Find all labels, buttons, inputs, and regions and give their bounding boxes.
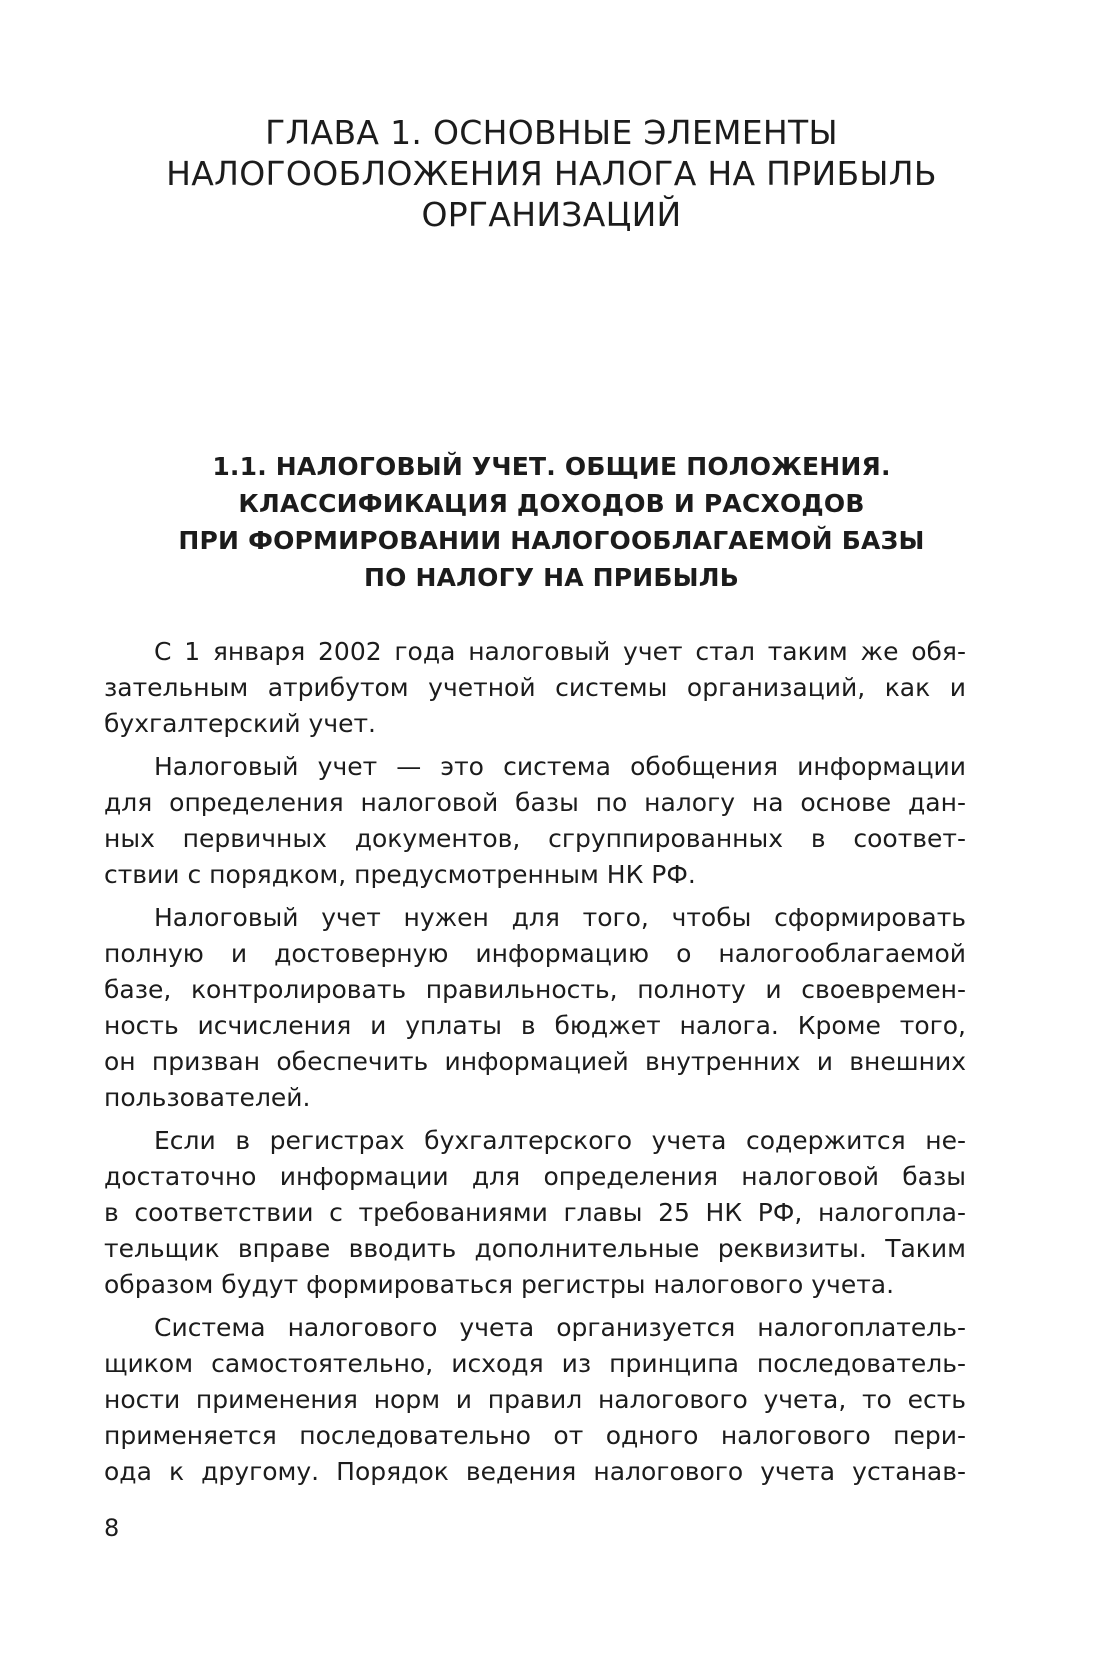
section-title-line: ПРИ ФОРМИРОВАНИИ НАЛОГООБЛАГАЕМОЙ БАЗЫ [178,526,925,555]
chapter-title-line: ОРГАНИЗАЦИЙ [421,195,682,234]
text-line: пользователей. [104,1083,311,1112]
body-text [104,634,966,1497]
text-line: Налоговый учет нужен для того, чтобы сформировать [154,903,966,932]
section-title-line: ПО НАЛОГУ НА ПРИБЫЛЬ [364,563,739,592]
text-line: Если в регистрах бухгалтерского учета содержится не- [154,1126,966,1155]
text-line: бухгалтерский учет. [104,709,376,738]
text-line: ных первичных документов, сгруппированных в соответ- [104,824,966,853]
text-line: для определения налоговой базы по налогу на основе дан- [104,788,966,817]
text-line: щиком самостоятельно, исходя из принципа последователь- [104,1349,966,1378]
paragraph [104,1123,966,1303]
text-line: в соответствии с требованиями главы 25 НК РФ, налогопла- [104,1198,966,1227]
text-line: ода к другому. Порядок ведения налогового учета устанав- [104,1457,966,1486]
text-line: С 1 января 2002 года налоговый учет стал таким же обя- [154,637,966,666]
page-number: 8 [104,1514,120,1542]
chapter-title [80,112,1023,235]
section-title-line: КЛАССИФИКАЦИЯ ДОХОДОВ И РАСХОДОВ [238,489,865,518]
text-line: ствии с порядком, предусмотренным НК РФ. [104,860,696,889]
text-line: зательным атрибутом учетной системы организаций, как и [104,673,966,702]
text-line: достаточно информации для определения налоговой базы [104,1162,966,1191]
chapter-title-line: ГЛАВА 1. ОСНОВНЫЕ ЭЛЕМЕНТЫ [265,113,838,152]
text-line: полную и достоверную информацию о налогооблагаемой [104,939,966,968]
text-line: Система налогового учета организуется налогоплатель- [154,1313,966,1342]
text-line: применяется последовательно от одного налогового пери- [104,1421,966,1450]
text-line: ности применения норм и правил налогового учета, то есть [104,1385,966,1414]
paragraph [104,749,966,893]
text-line: базе, контролировать правильность, полноту и своевремен- [104,975,966,1004]
text-line: Налоговый учет — это система обобщения информации [154,752,966,781]
paragraph [104,634,966,742]
text-line: ность исчисления и уплаты в бюджет налога. Кроме того, [104,1011,966,1040]
text-line: тельщик вправе вводить дополнительные реквизиты. Таким [104,1234,966,1263]
section-title [100,448,1003,596]
text-line: образом будут формироваться регистры налогового учета. [104,1270,895,1299]
paragraph [104,900,966,1116]
paragraph [104,1310,966,1490]
text-line: он призван обеспечить информацией внутренних и внешних [104,1047,966,1076]
chapter-title-line: НАЛОГООБЛОЖЕНИЯ НАЛОГА НА ПРИБЫЛЬ [166,154,937,193]
section-title-line: 1.1. НАЛОГОВЫЙ УЧЕТ. ОБЩИЕ ПОЛОЖЕНИЯ. [212,452,891,481]
